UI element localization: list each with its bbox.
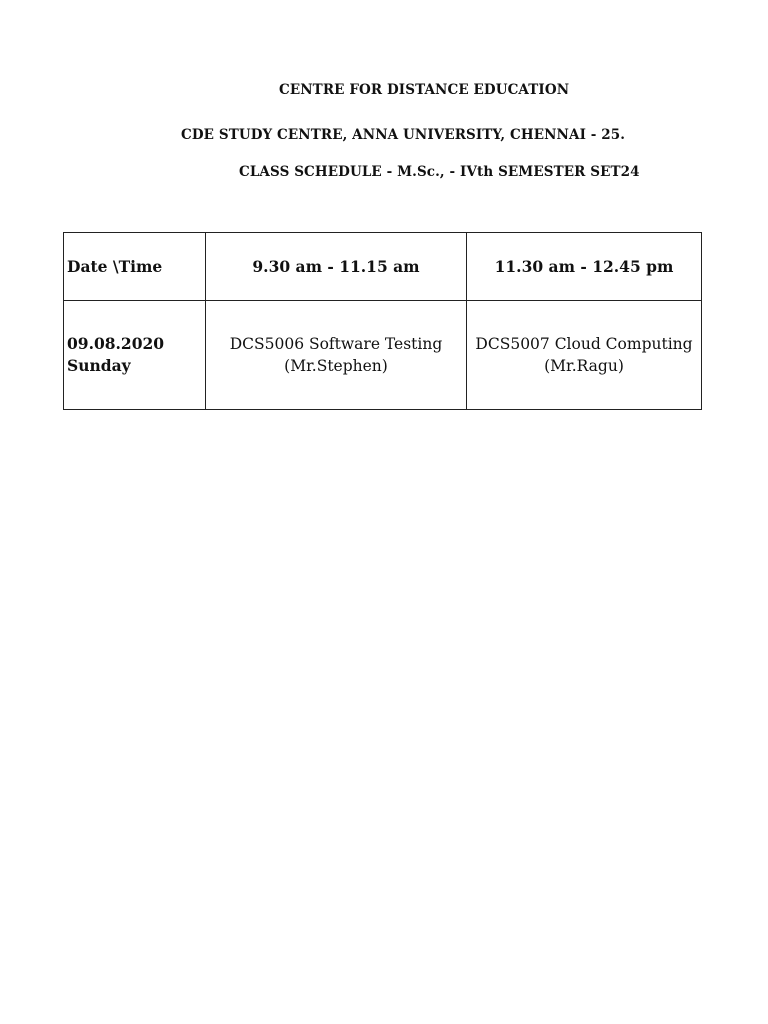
institution-title: CENTRE FOR DISTANCE EDUCATION bbox=[279, 82, 570, 98]
slot-2-course: DCS5007 Cloud Computing bbox=[475, 335, 693, 353]
study-centre-title: CDE STUDY CENTRE, ANNA UNIVERSITY, CHENNAI - 25. bbox=[181, 127, 626, 143]
date-cell bbox=[64, 301, 206, 410]
slot-1-course: DCS5006 Software Testing bbox=[229, 335, 443, 353]
date-value: 09.08.2020 bbox=[67, 334, 165, 353]
table-header-row bbox=[64, 233, 702, 301]
slot-1-cell bbox=[206, 301, 467, 410]
slot-2-faculty: (Mr.Ragu) bbox=[544, 357, 624, 375]
table-row bbox=[64, 301, 702, 410]
schedule-title: CLASS SCHEDULE - M.Sc., - IVth SEMESTER SET24 bbox=[239, 164, 640, 180]
slot-1-faculty: (Mr.Stephen) bbox=[284, 357, 388, 375]
column-header-slot-1: 9.30 am - 11.15 am bbox=[206, 233, 467, 301]
day-value: Sunday bbox=[67, 356, 131, 375]
class-schedule-table bbox=[63, 232, 702, 410]
column-header-slot-2: 11.30 am - 12.45 pm bbox=[467, 233, 702, 301]
column-header-date-time: Date \Time bbox=[64, 233, 206, 301]
slot-2-cell bbox=[467, 301, 702, 410]
